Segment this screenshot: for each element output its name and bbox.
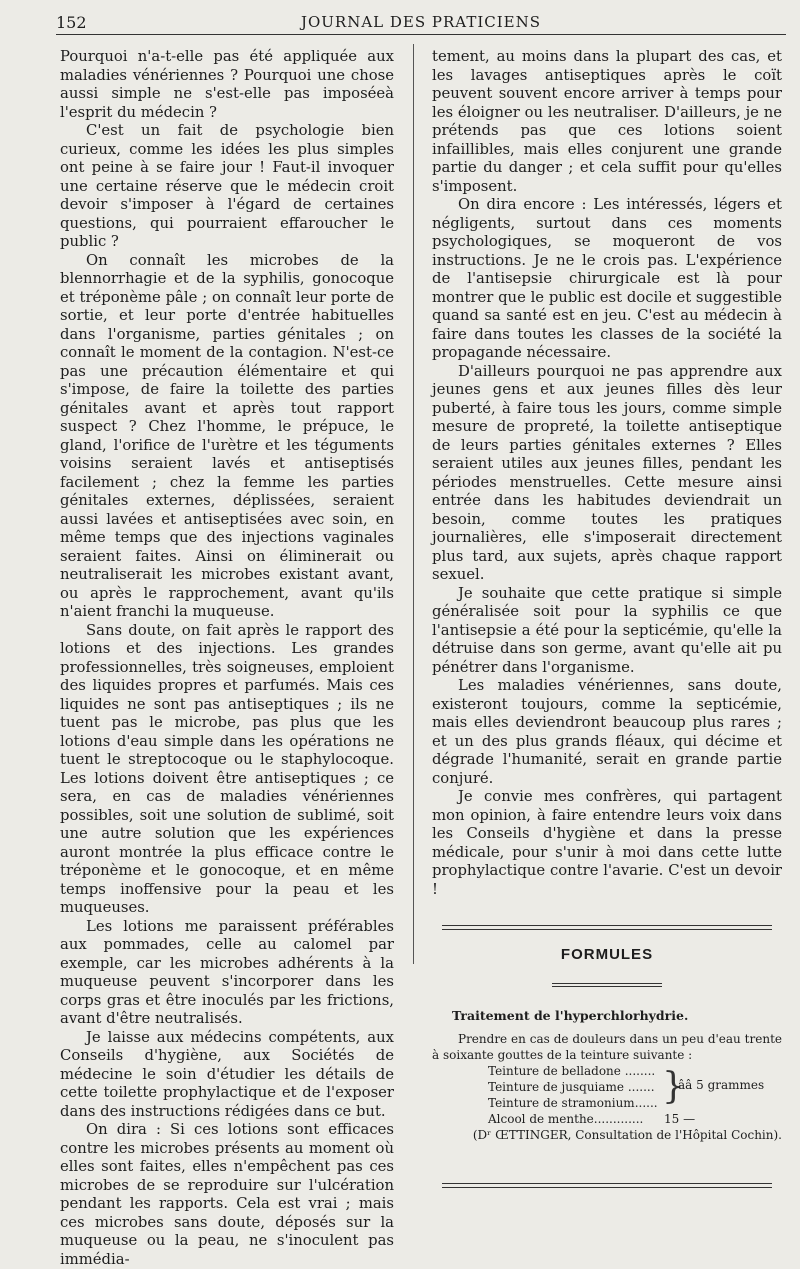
paragraph: On connaît les microbes de la blennorrhagie et de la syphilis, gonocoque et tréponème pâle ; on connaît leur porte de sortie, et leur porte d'entrée habituelles dans l'organisme, parties génitales ; on connaît le moment de la contagion. N'est-ce pas une précaution élémentaire et qui s'impose, de faire la toilette des parties génitales avant et après tout rapport suspect ? Chez l'homme, le prépuce, le gland, l'orifice de l'urètre et les téguments voisins seraient lavés et antiseptisés facilement ; chez la femme les parties génitales externes, déplissées, seraient aussi lavées et antiseptisées avec soin, en même temps que des injections vaginales seraient faites. Ainsi on éliminerait ou neutraliserait les microbes existant avant, ou après le rapprochement, avant qu'ils n'aient franchi la muqueuse. [60,251,394,620]
paragraph: Je convie mes confrères, qui partagent mon opinion, à faire entendre leurs voix dans les Conseils d'hygiène et dans la presse médicale, pour s'unir à moi dans cette lutte prophylactique contre l'avarie. C'est un devoir ! [432,788,782,898]
paragraph: Les lotions me paraissent préférables aux pommades, celle au calomel par exemple, car les microbes adhérents à la muqueuse peuvent s'incorporer dans les corps gras et être inoculés par les frictions, avant d'être neutralisés. [60,917,394,1027]
section-rule [442,925,772,930]
paragraph: Je souhaite que cette pratique si simple généralisée soit pour la syphilis ce que l'antisepsie a été pour la septicémie, qu'elle la détruise dans son germe, avant qu'elle ait pu pénétrer dans l'organisme. [432,584,782,676]
title-rule [552,983,662,987]
paragraph: On dira : Si ces lotions sont efficaces contre les microbes présents au moment où elles sont faites, elles n'empêchent pas ces microbes de se reproduire sur l'ulcération pendant les rapports. Cela est vrai ; mais ces microbes sans doute, déposés sur la muqueuse ou la peau, ne s'inoculent pas immédia- [60,1121,394,1268]
paragraph: Pourquoi n'a-t-elle pas été appliquée aux maladies vénériennes ? Pourquoi une chose aussi simple ne s'est-elle pas imposéeà l'esprit du médecin ? [60,48,394,121]
paragraph: Sans doute, on fait après le rapport des lotions et des injections. Les grandes professionnelles, très soigneuses, emploient des liquides propres et parfumés. Mais ces liquides ne sont pas antiseptiques ; ils ne tuent pas le microbe, pas plus que les lotions d'eau simple dans les opérations ne tuent le streptocoque ou le staphylocoque. Les lotions doivent être antiseptiques ; ce sera, en cas de maladies vénériennes possibles, soit une solution de sublimé, soit une autre solution que les expériences auront montrée la plus efficace contre le tréponème et le gonocoque, et en même temps inoffensive pour la peau et les muqueuses. [60,621,394,916]
paragraph: C'est un fait de psychologie bien curieux, comme les idées les plus simples ont peine à se faire jour ! Faut-il invoquer une certaine réserve que le médecin croit devoir s'imposer à l'égard de certaines questions, qui pourraient effaroucher le public ? [60,122,394,250]
ingredient-name: Teinture de belladone ........ [488,1064,656,1078]
column-divider [413,44,414,964]
recipe-title: Traitement de l'hyperchlorhydrie. [452,1007,689,1023]
ingredient-row [488,1095,782,1111]
grouped-dose: ââ 5 grammes [678,1078,765,1092]
recipe-signature: (Dʳ ŒTTINGER, Consultation de l'Hôpital Cochin). [472,1128,782,1142]
ingredient-qty: 15 — [664,1112,696,1126]
ingredient-name: Teinture de jusquiame ....... [488,1080,655,1094]
page-number: 152 [56,13,87,32]
bottom-rule [442,1183,772,1188]
ingredient-name: Teinture de stramonium...... [488,1096,658,1110]
brace-symbol: } [662,1066,685,1107]
formules-title: FORMULES [560,946,654,963]
paragraph: Je laisse aux médecins compétents, aux Conseils d'hygiène, aux Sociétés de médecine le soin d'étudier les détails de cette toilette prophylactique et de l'exposer dans des instructions rédigées dans ce but. [60,1028,394,1120]
running-head [56,10,786,35]
ingredient-list [488,1063,782,1127]
formules-section [432,925,782,1188]
left-column [60,48,394,1269]
paragraph: D'ailleurs pourquoi ne pas apprendre aux jeunes gens et aux jeunes filles dès leur puberté, à faire tous les jours, comme simple mesure de propreté, la toilette antiseptique de leurs parties génitales externes ? Elles seraient utiles aux jeunes filles, pendant les périodes menstruelles. Cette mesure ainsi entrée dans les habitudes deviendrait un besoin, comme toutes les pratiques journalières, elle s'imposerait directement plus tard, aux sujets, après chaque rapport sexuel. [432,362,782,583]
ingredient-row [488,1111,782,1127]
recipe-intro: Prendre en cas de douleurs dans un peu d'eau trente à soixante gouttes de la teinture suivante : [432,1032,782,1062]
right-column [432,48,782,1188]
paragraph: On dira encore : Les intéressés, légers et négligents, surtout dans ces moments psychologiques, se moqueront de vos instructions. Je ne le crois pas. L'expérience de l'antisepsie chirurgicale est là pour montrer que le public est docile et suggestible quand sa santé est en jeu. C'est au médecin à faire dans toutes les classes de la société la propagande nécessaire. [432,196,782,361]
paragraph: tement, au moins dans la plupart des cas, et les lavages antiseptiques après le coït peuvent souvent encore arriver à temps pour les éloigner ou les neutraliser. D'ailleurs, je ne prétends pas que ces lotions soient infaillibles, mais elles conjurent une grande partie du danger ; et cela suffit pour qu'elles s'imposent. [432,48,782,195]
paragraph: Les maladies vénériennes, sans doute, existeront toujours, comme la septicémie, mais elles deviendront beaucoup plus rares ; et un des plus grands fléaux, qui décime et dégrade l'humanité, serait en grande partie conjuré. [432,677,782,787]
journal-title: JOURNAL DES PRATICIENS [300,13,542,31]
ingredient-name: Alcool de menthe............. [488,1112,644,1126]
